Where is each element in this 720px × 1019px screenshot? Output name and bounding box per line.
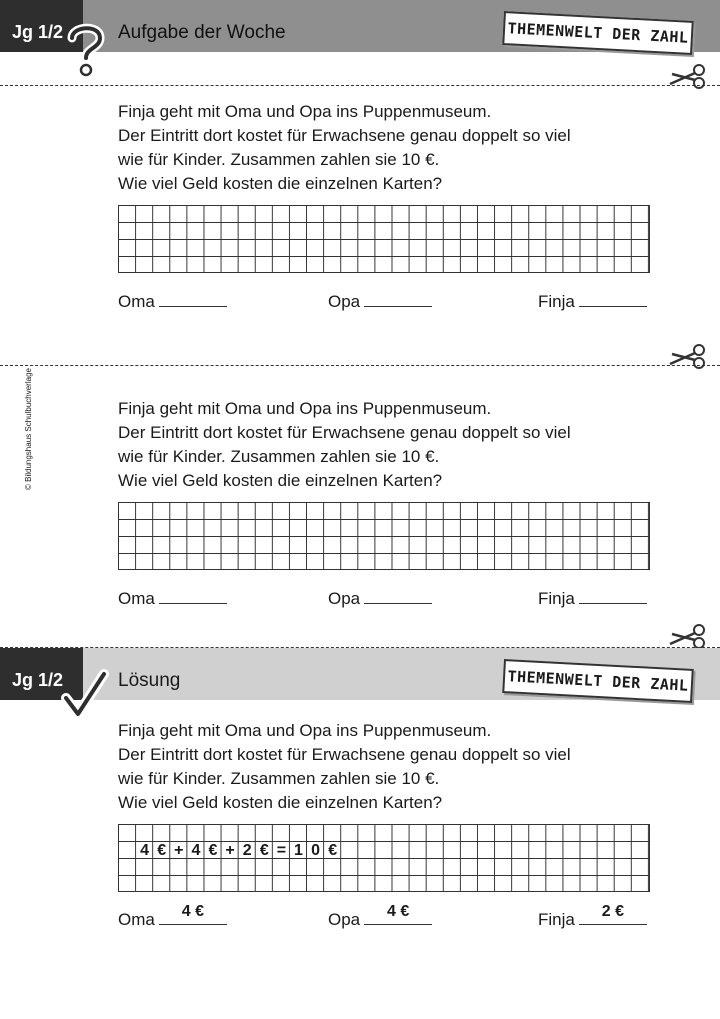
task-line: Der Eintritt dort kostet für Erwachsene genau doppelt so viel bbox=[118, 745, 571, 764]
task-text-1 bbox=[118, 100, 571, 196]
task-line: Der Eintritt dort kostet für Erwachsene genau doppelt so viel bbox=[118, 423, 571, 442]
task-line: Der Eintritt dort kostet für Erwachsene genau doppelt so viel bbox=[118, 126, 571, 145]
answer-row-1 bbox=[118, 288, 650, 312]
grade-badge-label: Jg 1/2 bbox=[12, 22, 64, 42]
task-line: wie für Kinder. Zusammen zahlen sie 10 €. bbox=[118, 769, 440, 788]
task-line: Finja geht mit Oma und Opa ins Puppenmuseum. bbox=[118, 721, 492, 740]
finja-answer-field[interactable] bbox=[579, 585, 647, 604]
oma-label: Oma bbox=[118, 589, 155, 608]
opa-label: Opa bbox=[328, 910, 361, 929]
finja-answer-field[interactable] bbox=[579, 288, 647, 307]
answer-row-solution bbox=[118, 903, 650, 930]
calc-grid-solution bbox=[118, 824, 650, 892]
equation-cell: 4 bbox=[140, 842, 150, 859]
finja-label: Finja bbox=[538, 910, 575, 929]
task-line: wie für Kinder. Zusammen zahlen sie 10 €. bbox=[118, 447, 440, 466]
equation-cell: 1 bbox=[294, 842, 303, 859]
task-text-2 bbox=[118, 397, 571, 493]
equation-cell: + bbox=[225, 842, 235, 859]
solution-equation bbox=[119, 842, 649, 859]
equation-cell: 0 bbox=[311, 842, 321, 859]
oma-answer-field bbox=[159, 903, 227, 925]
cut-line bbox=[0, 365, 720, 366]
page-title: Aufgabe der Woche bbox=[118, 22, 286, 43]
task-line: Wie viel Geld kosten die einzelnen Karten? bbox=[118, 174, 443, 193]
task-line: Finja geht mit Oma und Opa ins Puppenmuseum. bbox=[118, 399, 492, 418]
calc-grid-1[interactable] bbox=[118, 205, 650, 273]
opa-label: Opa bbox=[328, 589, 361, 608]
grade-badge-label: Jg 1/2 bbox=[12, 670, 64, 690]
finja-answer-field bbox=[579, 903, 647, 925]
equation-cell: 4 bbox=[191, 842, 201, 859]
themenwelt-stamp: THEMENWELT DER ZAHL bbox=[502, 11, 694, 55]
opa-answer-field[interactable] bbox=[364, 585, 432, 604]
opa-answer-field[interactable] bbox=[364, 288, 432, 307]
task-line: Wie viel Geld kosten die einzelnen Karten? bbox=[118, 471, 443, 490]
question-mark-icon bbox=[64, 20, 108, 78]
opa-answer-field bbox=[364, 903, 432, 925]
equation-cell: € bbox=[328, 842, 338, 859]
equation-cell: 2 bbox=[242, 842, 252, 859]
oma-label: Oma bbox=[118, 910, 155, 929]
checkmark-icon bbox=[60, 668, 110, 720]
copyright-note: © Bildungshaus Schulbuchverlage bbox=[24, 368, 33, 490]
task-text-solution bbox=[118, 719, 571, 815]
oma-answer-field[interactable] bbox=[159, 585, 227, 604]
finja-label: Finja bbox=[538, 589, 575, 608]
equation-cell: + bbox=[174, 842, 184, 859]
equation-cell: € bbox=[208, 842, 218, 859]
equation-cell: = bbox=[276, 842, 287, 859]
task-line: Finja geht mit Oma und Opa ins Puppenmuseum. bbox=[118, 102, 492, 121]
task-line: Wie viel Geld kosten die einzelnen Karten? bbox=[118, 793, 443, 812]
equation-cell: € bbox=[157, 842, 167, 859]
answer-row-2 bbox=[118, 585, 650, 609]
solution-title: Lösung bbox=[118, 670, 181, 691]
cut-line bbox=[0, 85, 720, 86]
calc-grid-2[interactable] bbox=[118, 502, 650, 570]
scissors-icon bbox=[668, 62, 708, 90]
themenwelt-stamp: THEMENWELT DER ZAHL bbox=[502, 659, 694, 703]
finja-label: Finja bbox=[538, 292, 575, 311]
opa-label: Opa bbox=[328, 292, 361, 311]
opa-answer-value: 4 € bbox=[387, 903, 410, 920]
finja-answer-value: 2 € bbox=[601, 903, 624, 920]
oma-answer-value: 4 € bbox=[181, 903, 204, 920]
scissors-icon bbox=[668, 622, 708, 650]
oma-answer-field[interactable] bbox=[159, 288, 227, 307]
equation-cell: € bbox=[259, 842, 269, 859]
task-line: wie für Kinder. Zusammen zahlen sie 10 €. bbox=[118, 150, 440, 169]
oma-label: Oma bbox=[118, 292, 155, 311]
